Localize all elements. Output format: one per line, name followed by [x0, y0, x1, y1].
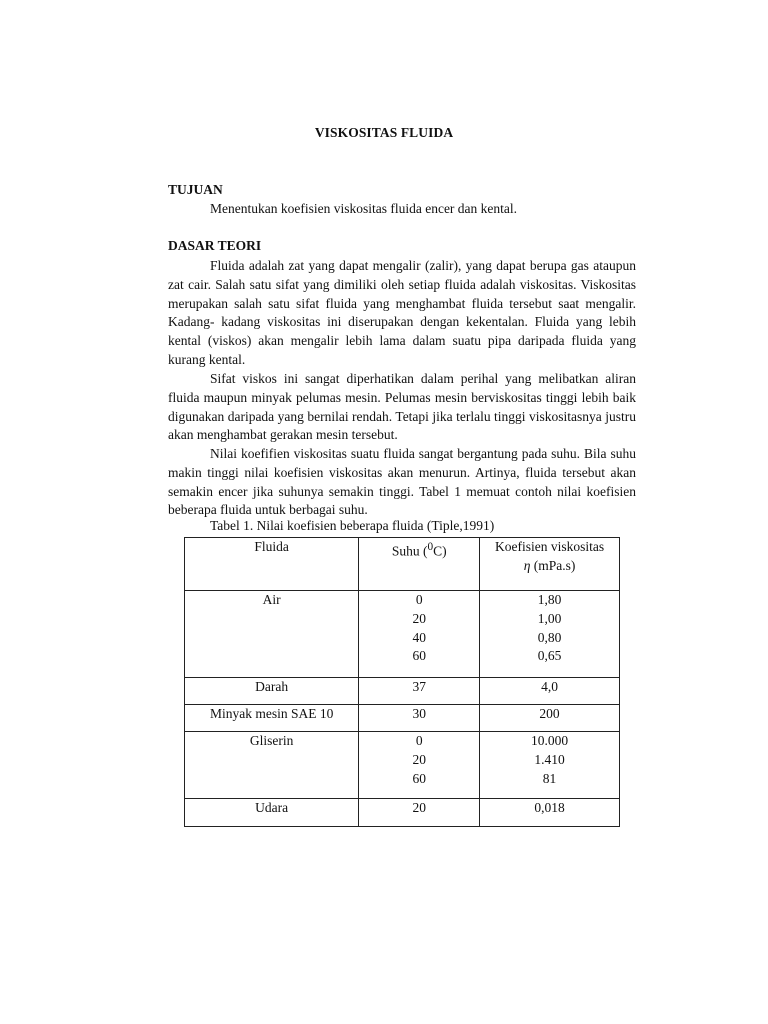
table-caption: Tabel 1. Nilai koefisien beberapa fluida (Tiple,1991) — [210, 518, 495, 533]
table-header-row — [185, 538, 620, 591]
table-row — [185, 591, 620, 678]
cell-suhu-value: 20 — [412, 751, 426, 767]
cell-suhu-value: 60 — [412, 648, 426, 664]
cell-suhu-value: 60 — [412, 770, 426, 786]
cell-suhu-value: 40 — [412, 629, 426, 645]
header-fluida: Fluida — [185, 538, 359, 591]
header-koefisien-unit: (mPa.s) — [530, 557, 576, 573]
header-koefisien — [480, 538, 620, 591]
tujuan-text: Menentukan koefisien viskositas fluida encer dan kental. — [210, 201, 518, 216]
cell-suhu-value: 20 — [412, 610, 426, 626]
cell-suhu: 30 — [359, 705, 480, 732]
cell-fluida: Minyak mesin SAE 10 — [185, 705, 359, 732]
cell-fluida: Udara — [185, 799, 359, 827]
cell-fluida: Air — [185, 591, 359, 678]
cell-fluida: Gliserin — [185, 732, 359, 799]
cell-koefisien — [480, 591, 620, 678]
table-row — [185, 799, 620, 827]
paragraph-2: Sifat viskos ini sangat diperhatikan dalam perihal yang melibatkan aliran fluida maupun minyak pelumas mesin. Pelumas mesin berviskositas tinggi lebih baik digunakan daripada yang bernilai rendah. Tetapi jika terlalu tinggi viskositasnya justru akan menghambat gerakan mesin tersebut. — [168, 371, 636, 443]
cell-suhu-value: 0 — [415, 592, 423, 607]
cell-koef-value: 81 — [542, 770, 557, 786]
section-heading-dasar-teori: DASAR TEORI — [168, 238, 262, 253]
cell-koef-value: 0,65 — [537, 648, 562, 664]
header-suhu — [359, 538, 480, 591]
cell-suhu: 37 — [359, 678, 480, 705]
cell-koef-value: 1,00 — [537, 610, 562, 626]
header-suhu-unit: C) — [433, 543, 447, 559]
document-title: VISKOSITAS FLUIDA — [314, 125, 454, 140]
header-koefisien-label: Koefisien viskositas — [494, 539, 605, 554]
header-suhu-degree: 0 — [427, 541, 434, 553]
cell-koefisien: 200 — [480, 705, 620, 732]
cell-fluida: Darah — [185, 678, 359, 705]
cell-suhu: 20 — [359, 799, 480, 827]
cell-suhu — [359, 591, 480, 678]
viscosity-table — [184, 537, 620, 827]
section-heading-tujuan: TUJUAN — [168, 182, 223, 197]
table-row — [185, 705, 620, 732]
cell-koef-value: 1.410 — [534, 751, 565, 767]
table-row — [185, 732, 620, 799]
paragraph-3: Nilai koefifien viskositas suatu fluida sangat bergantung pada suhu. Bila suhu makin tinggi nilai koefisien viskositas akan menurun. Artinya, fluida tersebut akan semakin encer jika suhunya semakin tinggi. Tabel 1 memuat contoh nilai koefisien beberapa fluida untuk berbagai suhu. — [168, 446, 636, 518]
table-row — [185, 678, 620, 705]
cell-koef-value: 10.000 — [530, 733, 569, 748]
cell-suhu — [359, 732, 480, 799]
paragraph-1: Fluida adalah zat yang dapat mengalir (zalir), yang dapat berupa gas ataupun zat cair. Salah satu sifat yang dimiliki oleh setiap fluida adalah viskositas. Viskositas merupakan salah satu sifat fluida yang menghambat fluida tersebut saat mengalir. Kadang- kadang viskositas ini diserupakan dengan kekentalan. Fluida yang lebih kental (viskos) akan mengalir lebih lama dalam suatu pipa daripada fluida yang kurang kental. — [168, 258, 636, 367]
header-koefisien-unit-line — [480, 557, 619, 576]
cell-koef-value: 1,80 — [537, 592, 562, 607]
cell-koefisien: 0,018 — [480, 799, 620, 827]
eta-symbol: η — [523, 557, 531, 573]
cell-koefisien: 4,0 — [480, 678, 620, 705]
header-suhu-prefix: Suhu ( — [391, 543, 428, 559]
cell-koef-value: 0,80 — [537, 629, 562, 645]
cell-suhu-value: 0 — [415, 733, 423, 748]
cell-koefisien — [480, 732, 620, 799]
